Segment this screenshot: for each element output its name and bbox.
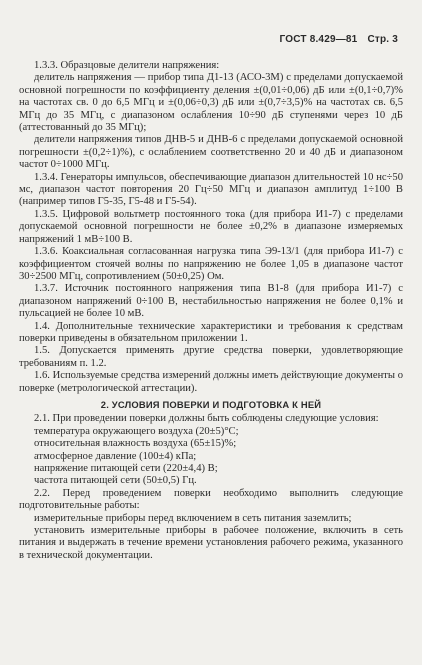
paragraph-divider-d1-13: делитель напряжения — прибор типа Д1-13 (АСО-3М) с пределами допускаемой основной погрешности по коэффициенту деления ±(0,01÷0,06) дБ или ±(0,1÷0,7)% на частотах св. 0 до 6,5 МГц и ±(0,06÷0,3) дБ или ±(0,7÷3,5)% на частотах св. 6,5 МГц до 35 МГц, с диапазоном ослабления 10÷90 дБ ступенями через 10 дБ (аттестованный до 35 МГц); — [19, 72, 403, 134]
paragraph-1-6: 1.6. Используемые средства измерений должны иметь действующие документы о поверке (метрологической аттестации). — [19, 370, 403, 394]
paragraph-1-3-3: 1.3.3. Образцовые делители напряжения: — [34, 60, 220, 71]
paragraph-divider-dnv: делители напряжения типов ДНВ-5 и ДНВ-6 с пределами допускаемой основной погрешности ±(0,2÷1)%), с ослаблением соответственно 20 и 40 дБ и диапазоном частот 0÷1000 МГц. — [19, 134, 403, 171]
paragraph-2-2: 2.2. Перед проведением поверки необходимо выполнить следующие подготовительные работы: — [19, 487, 403, 512]
paragraph-1-3-6: 1.3.6. Коаксиальная согласованная нагрузка типа Э9-13/1 (для прибора И1-7) с коэффициентом стоячей волны по напряжению не более 1,05 в диапазоне частот 30÷2500 МГц, сопротивлением (50±0,25) Ом. — [19, 246, 403, 282]
condition-temperature: температура окружающего воздуха (20±5)°С; — [34, 425, 239, 437]
prep-warmup: установить измерительные приборы в рабочее положение, включить в сеть питания и выдержать в течение времени установления рабочего режима, указанного в технической документации. — [19, 525, 403, 561]
condition-voltage: напряжение питающей сети (220±4,4) В; — [34, 463, 218, 474]
section-title: 2. УСЛОВИЯ ПОВЕРКИ И ПОДГОТОВКА К НЕЙ — [100, 398, 322, 410]
condition-pressure: атмосферное давление (100±4) кПа; — [34, 450, 197, 462]
paragraph-1-5: 1.5. Допускается применять другие средства поверки, удовлетворяющие требованиям п. 1.2. — [19, 345, 403, 369]
paragraph-1-3-4: 1.3.4. Генераторы импульсов, обеспечивающие диапазон длительностей 10 нс÷50 мс, диапазон частот повторения 20 Гц÷50 МГц и диапазон амплитуд 1÷100 В (например типов Г5-35, Г5-48 и Г5-54). — [19, 171, 403, 208]
document-body — [19, 60, 403, 562]
page-number: Стр. 3 — [367, 34, 398, 45]
paragraph-2-1: 2.1. При проведении поверки должны быть соблюдены следующие условия: — [34, 413, 379, 425]
prep-grounding: измерительные приборы перед включением в сеть питания заземлить; — [34, 512, 352, 524]
paragraph-1-4: 1.4. Дополнительные технические характеристики и требования к средствам поверки приведены в обязательном приложении 1. — [19, 320, 403, 344]
condition-humidity: относительная влажность воздуха (65±15)%; — [34, 438, 237, 450]
paragraph-1-3-7: 1.3.7. Источник постоянного напряжения типа В1-8 (для прибора И1-7) с диапазоном напряжений 0÷100 В, нестабильностью напряжения не более 0,1% и пульсацией не более 10 мВ. — [19, 283, 403, 320]
page-header — [280, 34, 398, 45]
paragraph-1-3-5: 1.3.5. Цифровой вольтметр постоянного тока (для прибора И1-7) с пределами допускаемой основной погрешности не более ±0,2% в диапазоне измеряемых напряжений 1 мВ÷100 В. — [19, 208, 403, 245]
standard-code: ГОСТ 8.429—81 — [279, 34, 358, 45]
condition-frequency: частота питающей сети (50±0,5) Гц. — [34, 475, 197, 487]
